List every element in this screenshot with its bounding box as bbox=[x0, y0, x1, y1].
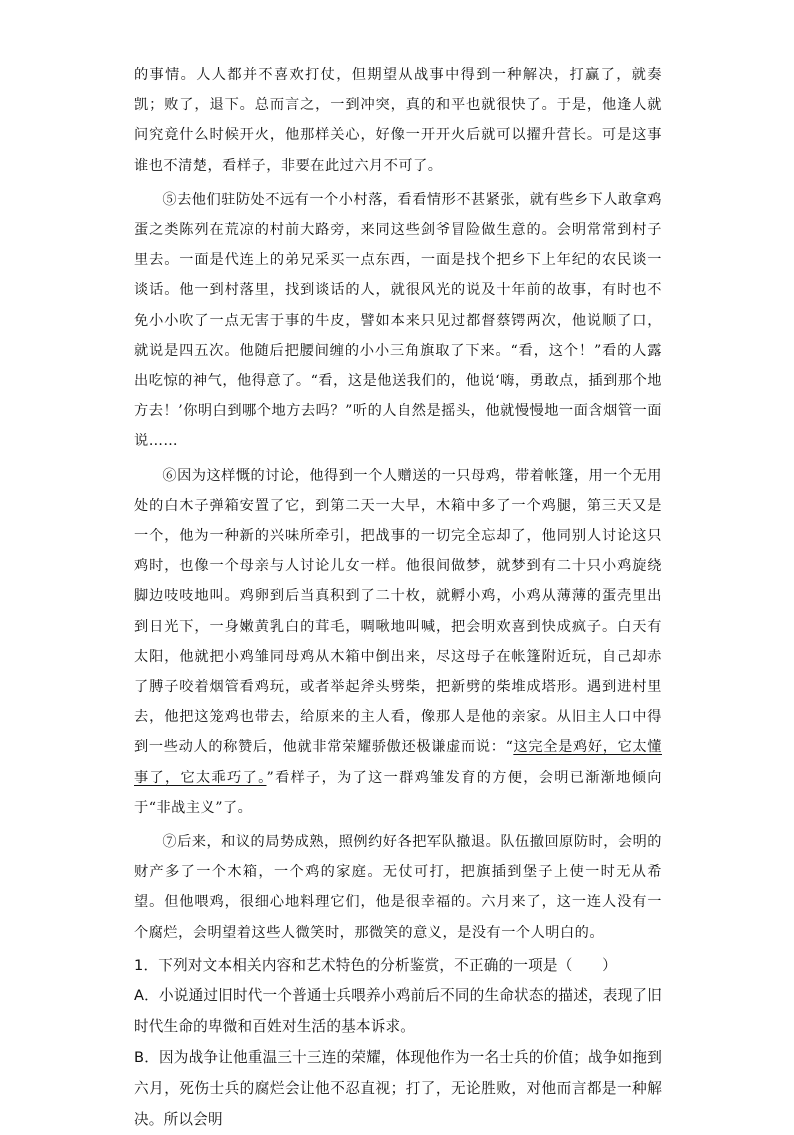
option-a: A．小说通过旧时代一个普通士兵喂养小鸡前后不同的生命状态的描述，表现了旧时代生命的卑微和百姓对生活的基本诉求。 bbox=[134, 987, 662, 1036]
underlined-quote: 这完全是鸡好，它太懂事了，它太乖巧了。 bbox=[134, 739, 662, 786]
passage-paragraph-6 bbox=[134, 461, 662, 823]
passage-paragraph-6-text-b: ”看样子，为了这一群鸡雏发育的方便，会明已渐渐地倾向于“非战主义”了。 bbox=[134, 769, 662, 816]
question-stem: 1．下列对文本相关内容和艺术特色的分析鉴赏，不正确的一项是（ ） bbox=[134, 956, 617, 974]
passage-paragraph-intro: 的事情。人人都并不喜欢打仗，但期望从战事中得到一种解决，打赢了，就奏凯；败了，退下。总而言之，一到冲突，真的和平也就很快了。于是，他逢人就问究竟什么时候开火，他那样关心，好像一开开火后就可以擢升营长。可是这事谁也不清楚，看样子，非要在此过六月不可了。 bbox=[134, 67, 662, 174]
passage-paragraph-5: ⑤去他们驻防处不远有一个小村落，看看情形不甚紧张，就有些乡下人敢拿鸡蛋之类陈列在荒凉的村前大路旁，来同这些剑爷冒险做生意的。会明常常到村子里去。一面是代连上的弟兄采买一点东西，一面是找个把乡下上年纪的农民谈一谈话。他一到村落里，找到谈话的人，就很风光的说及十年前的故事，有时也不免小小吹了一点无害于事的牛皮，譬如本来只见过都督蔡锷两次，他说顺了口，就说是四五次。他随后把腰间缠的小小三角旗取了下来。“看，这个！”看的人露出吃惊的神气，他得意了。“看，这是他送我们的，他说‘嗨，勇敢点，插到那个地方去！’你明白到哪个地方去吗？”听的人自然是摇头，他就慢慢地一面含烟管一面说…… bbox=[134, 191, 662, 450]
option-b: B．因为战争让他重温三十三连的荣耀，体现他作为一名士兵的价值；战争如拖到六月，死伤士兵的腐烂会让他不忍直视；打了，无论胜败，对他而言都是一种解决。所以会明 bbox=[134, 1049, 662, 1129]
document-content bbox=[134, 60, 662, 1135]
passage-paragraph-6-text-a: ⑥因为这样慨的讨论，他得到一个人赠送的一只母鸡，带着帐篷，用一个无用处的白木子弹箱安置了它，到第二天一大早，木箱中多了一个鸡腿，第三天又是一个，他为一种新的兴味所牵引，把战事的一切完全忘却了，他同别人讨论这只鸡时，也像一个母亲与人讨论儿女一样。他很间做梦，就梦到有二十只小鸡旋绕脚边吱吱地叫。鸡卵到后当真积到了二十枚，就孵小鸡，小鸡从薄薄的蛋壳里出到日光下，一身嫩黄乳白的茸毛，啁啾地叫喊，把会明欢喜到快成疯子。白天有太阳，他就把小鸡雏同母鸡从木箱中倒出来，尽这母子在帐篷附近玩，自己却赤了膊子咬着烟管看鸡玩，或者举起斧头劈柴，把新劈的柴堆成塔形。遇到进村里去，他把这笼鸡也带去，给原来的主人看，像那人是他的亲家。从旧主人口中得到一些动人的称赞后，他就非常荣耀骄傲还极谦虚而说：“ bbox=[134, 467, 662, 756]
passage-paragraph-7: ⑦后来，和议的局势成熟，照例约好各把军队撤退。队伍撤回原防时，会明的财产多了一个木箱，一个鸡的家庭。无仗可打，把旗插到堡子上使一时无从希望。但他喂鸡，很细心地料理它们，他是很幸福的。六月来了，这一连人没有一个腐烂，会明望着这些人微笑时，那微笑的意义，是没有一个人明白的。 bbox=[134, 834, 662, 941]
